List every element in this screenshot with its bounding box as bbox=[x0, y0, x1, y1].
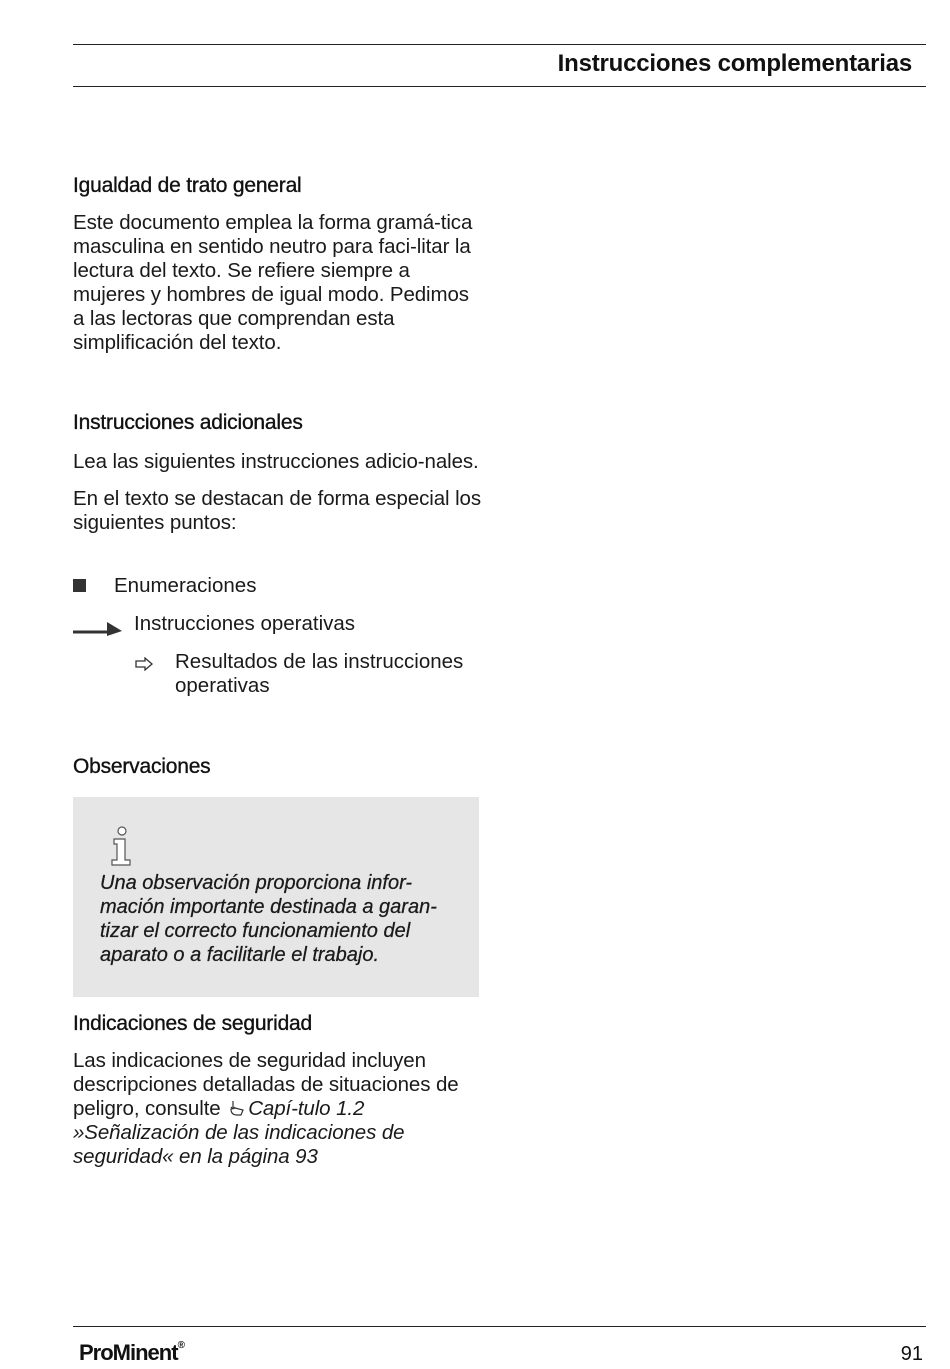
result-arrow-icon bbox=[135, 657, 153, 671]
page-number: 91 bbox=[900, 1343, 923, 1365]
section-heading: Instrucciones adicionales bbox=[73, 411, 303, 434]
section-body: En el texto se destacan de forma especial los siguientes puntos: bbox=[73, 487, 482, 534]
registered-mark: ® bbox=[177, 1339, 185, 1351]
section-body: Este documento emplea la forma gramá-tica masculina en sentido neutro para faci-litar la lectura del texto. Se refiere siempre a mujeres y hombres de igual modo. Pedimos a las lectoras que comprendan esta simplificación del texto. bbox=[73, 211, 473, 354]
section-heading: Indicaciones de seguridad bbox=[73, 1012, 313, 1035]
arrow-right-icon bbox=[73, 618, 123, 636]
section-additional bbox=[73, 411, 483, 535]
brand-logo bbox=[79, 1340, 185, 1366]
list-item-label: Instrucciones operativas bbox=[134, 612, 356, 635]
list-item-label: Enumeraciones bbox=[114, 574, 257, 597]
section-heading: Igualdad de trato general bbox=[73, 174, 302, 197]
section-safety bbox=[73, 1012, 483, 1169]
section-body bbox=[73, 1049, 483, 1169]
header-rule-top bbox=[73, 44, 926, 45]
brand-name: ProMinent bbox=[79, 1340, 178, 1365]
section-body: Lea las siguientes instrucciones adicio-nales. bbox=[73, 450, 479, 473]
cross-reference-link[interactable]: Capí-tulo 1.2 »Señalización de las indicaciones de seguridad« en la página 93 bbox=[73, 1097, 405, 1168]
hand-pointer-icon bbox=[228, 1099, 246, 1117]
list-item-label: Resultados de las instrucciones operativas bbox=[175, 650, 464, 697]
header-rule-bottom bbox=[73, 86, 926, 87]
page-title: Instrucciones complementarias bbox=[557, 50, 912, 77]
note-box bbox=[73, 797, 479, 997]
note-text: Una observación proporciona infor-mación importante destinada a garan-tizar el correcto funcionamiento del aparato o a facilitarle el trabajo. bbox=[100, 872, 437, 966]
section-equality bbox=[73, 174, 483, 355]
section-notes bbox=[73, 755, 483, 779]
footer-rule bbox=[73, 1326, 926, 1327]
section-heading: Observaciones bbox=[73, 755, 211, 778]
body-text: Las indicaciones de seguridad incluyen descripciones detalladas de situaciones de peligro, consulte bbox=[73, 1049, 459, 1120]
square-bullet-icon bbox=[73, 579, 86, 592]
info-icon bbox=[108, 825, 138, 867]
